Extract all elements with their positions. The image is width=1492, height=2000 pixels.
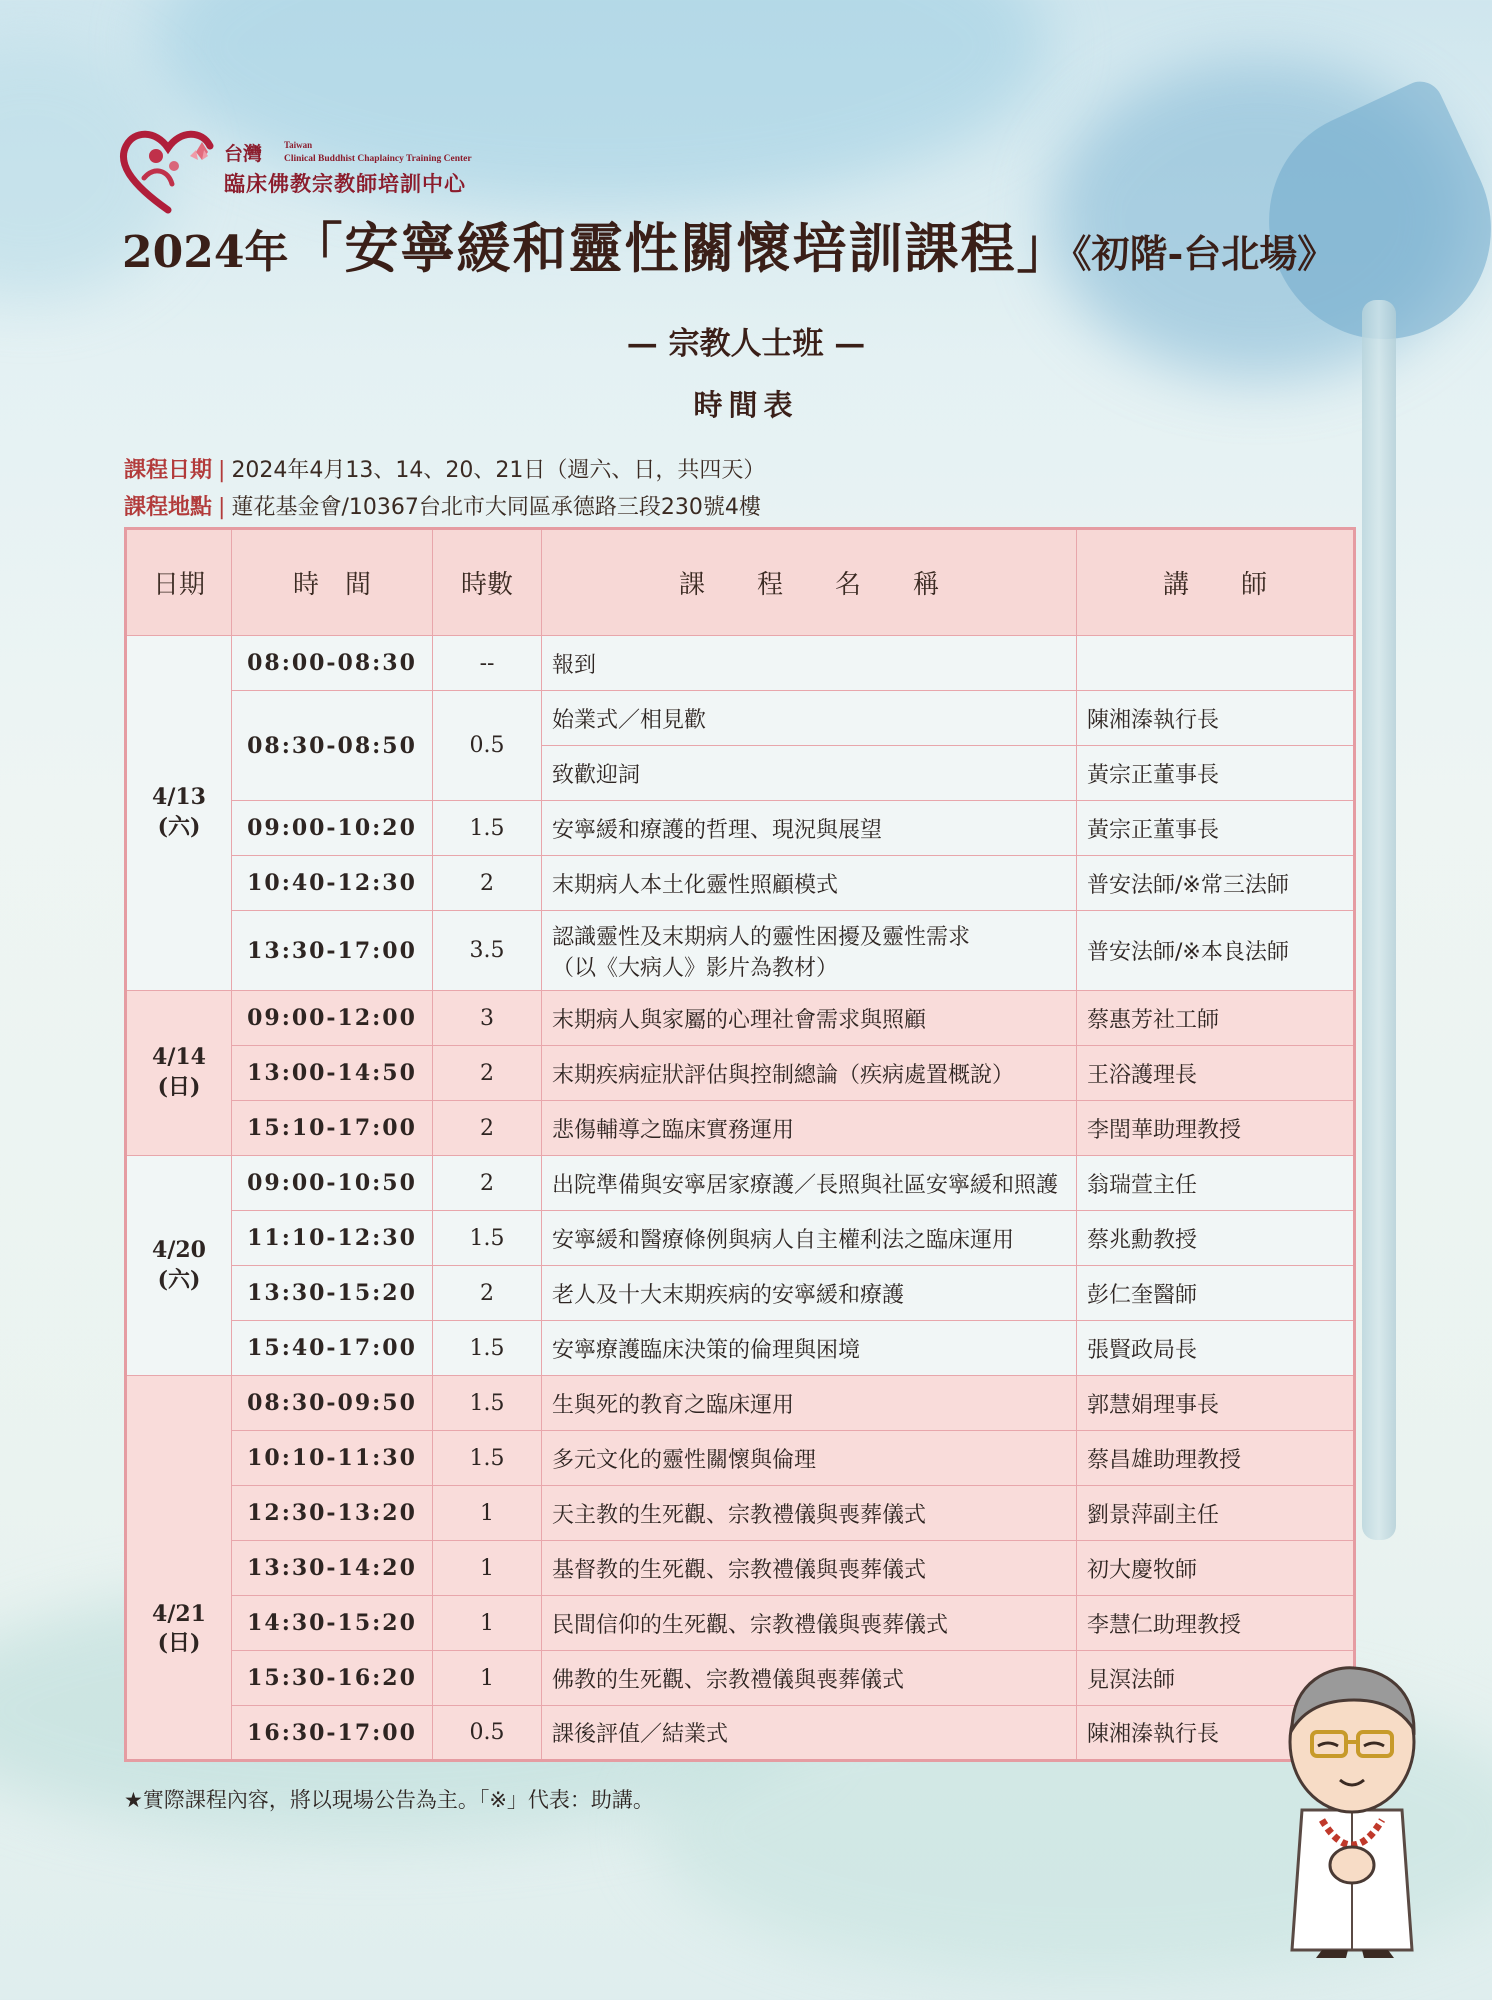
heart-lotus-logo-icon [118,126,218,214]
time-cell: 10:10-11:30 [232,1431,433,1486]
hours-cell: 0.5 [433,691,542,801]
table-header-row [126,529,1355,636]
course-place-label: 課程地點 [124,495,213,520]
date-text: 4/20 [152,1236,206,1263]
time-cell: 15:30-16:20 [232,1651,433,1706]
course-cell: 老人及十大末期疾病的安寧緩和療護 [542,1266,1077,1321]
course-cell: 安寧緩和醫療條例與病人自主權利法之臨床運用 [542,1211,1077,1266]
hours-cell: 1.5 [433,1321,542,1376]
page-title [122,206,1335,283]
hours-cell: 1 [433,1541,542,1596]
hours-cell: 3.5 [433,911,542,991]
time-cell: 09:00-12:00 [232,991,433,1046]
hours-cell: -- [433,636,542,691]
course-cell: 出院準備與安寧居家療護／長照與社區安寧緩和照護 [542,1156,1077,1211]
course-cell: 悲傷輔導之臨床實務運用 [542,1101,1077,1156]
table-row [126,1376,1355,1431]
header-date: 日期 [126,529,232,636]
table-row [126,691,1355,746]
separator: | [218,495,226,520]
course-line-2: （以《大病人》影片為教材） [552,955,839,981]
course-cell: 末期病人與家屬的心理社會需求與照顧 [542,991,1077,1046]
tree-trunk-decoration [1362,300,1396,1540]
title-sub: 《初階-台北場》 [1072,231,1336,276]
hours-cell: 1.5 [433,1431,542,1486]
table-row [126,991,1355,1046]
date-cell [126,1376,232,1761]
table-row [126,1486,1355,1541]
teacher-cell: 陳湘溱執行長 [1077,691,1355,746]
table-row [126,1706,1355,1761]
teacher-cell: 翁瑞萱主任 [1077,1156,1355,1211]
course-cell: 始業式／相見歡 [542,691,1077,746]
time-cell: 13:00-14:50 [232,1046,433,1101]
header-time: 時 間 [232,529,433,636]
time-cell: 08:00-08:30 [232,636,433,691]
weekday-text: (日) [157,1074,201,1100]
teacher-cell: 蔡兆勳教授 [1077,1211,1355,1266]
hours-cell: 2 [433,1046,542,1101]
table-row [126,1211,1355,1266]
time-cell: 15:40-17:00 [232,1321,433,1376]
course-cell: 致歡迎詞 [542,746,1077,801]
table-row [126,801,1355,856]
teacher-cell: 見溟法師 [1077,1651,1355,1706]
date-cell [126,636,232,991]
table-row [126,1101,1355,1156]
teacher-cell: 普安法師/※本良法師 [1077,911,1355,991]
teacher-cell: 黃宗正董事長 [1077,801,1355,856]
table-row [126,1046,1355,1101]
hours-cell: 1.5 [433,1211,542,1266]
hours-cell: 1 [433,1596,542,1651]
time-cell: 08:30-08:50 [232,691,433,801]
table-row [126,1596,1355,1651]
table-row [126,911,1355,991]
course-line-1: 認識靈性及末期病人的靈性困擾及靈性需求 [552,924,971,950]
time-cell: 09:00-10:20 [232,801,433,856]
teacher-cell: 陳湘溱執行長 [1077,1706,1355,1761]
time-cell: 16:30-17:00 [232,1706,433,1761]
course-cell: 民間信仰的生死觀、宗教禮儀與喪葬儀式 [542,1596,1077,1651]
title-year: 2024年 [122,227,289,278]
time-cell: 12:30-13:20 [232,1486,433,1541]
table-row [126,1651,1355,1706]
schedule-heading: 時間表 [693,388,799,422]
time-cell: 11:10-12:30 [232,1211,433,1266]
course-date-value: 2024年4月13、14、20、21日（週六、日，共四天） [231,458,766,483]
org-name-en-country: Taiwan [284,140,313,150]
table-row [126,1431,1355,1486]
separator: | [218,458,226,483]
weekday-text: (六) [157,814,201,840]
course-date-label: 課程日期 [124,458,213,483]
date-text: 4/13 [152,784,206,811]
course-cell: 佛教的生死觀、宗教禮儀與喪葬儀式 [542,1651,1077,1706]
table-row [126,1266,1355,1321]
course-cell: 生與死的教育之臨床運用 [542,1376,1077,1431]
table-row [126,1541,1355,1596]
hours-cell: 3 [433,991,542,1046]
course-cell: 安寧緩和療護的哲理、現況與展望 [542,801,1077,856]
teacher-cell: 郭慧娟理事長 [1077,1376,1355,1431]
table-row [126,636,1355,691]
course-cell: 末期病人本土化靈性照顧模式 [542,856,1077,911]
weekday-text: (日) [157,1630,201,1657]
hours-cell: 1.5 [433,801,542,856]
time-cell: 13:30-17:00 [232,911,433,991]
course-cell: 天主教的生死觀、宗教禮儀與喪葬儀式 [542,1486,1077,1541]
time-cell: 14:30-15:20 [232,1596,433,1651]
time-cell: 10:40-12:30 [232,856,433,911]
course-cell: 基督教的生死觀、宗教禮儀與喪葬儀式 [542,1541,1077,1596]
time-cell: 13:30-15:20 [232,1266,433,1321]
course-cell: 安寧療護臨床決策的倫理與困境 [542,1321,1077,1376]
time-cell: 08:30-09:50 [232,1376,433,1431]
hours-cell: 2 [433,856,542,911]
table-row [126,856,1355,911]
hours-cell: 1.5 [433,1376,542,1431]
table-row [126,1321,1355,1376]
date-cell [126,991,232,1156]
time-cell: 09:00-10:50 [232,1156,433,1211]
course-cell: 報到 [542,636,1077,691]
header-course: 課 程 名 稱 [542,529,1077,636]
monk-chaplain-mascot-icon [1262,1660,1442,1960]
schedule-table [124,527,1356,1762]
teacher-cell: 初大慶牧師 [1077,1541,1355,1596]
course-date-line [124,453,765,484]
org-name-en: Clinical Buddhist Chaplaincy Training Center [284,154,472,164]
class-subtitle: — 宗教人士班 — [626,326,866,362]
teacher-cell: 蔡昌雄助理教授 [1077,1431,1355,1486]
teacher-cell: 王浴護理長 [1077,1046,1355,1101]
teacher-cell: 普安法師/※常三法師 [1077,856,1355,911]
table-row [126,1156,1355,1211]
date-cell [126,1156,232,1376]
hours-cell: 2 [433,1156,542,1211]
header-hours: 時數 [433,529,542,636]
hours-cell: 1 [433,1486,542,1541]
hours-cell: 2 [433,1101,542,1156]
teacher-cell: 劉景萍副主任 [1077,1486,1355,1541]
teacher-cell [1077,636,1355,691]
hours-cell: 2 [433,1266,542,1321]
header-teacher: 講 師 [1077,529,1355,636]
footnote: ★實際課程內容，將以現場公告為主。「※」代表：助講。 [124,1788,654,1812]
course-cell: 課後評值／結業式 [542,1706,1077,1761]
teacher-cell: 張賢政局長 [1077,1321,1355,1376]
weekday-text: (六) [157,1266,201,1293]
teacher-cell: 彭仁奎醫師 [1077,1266,1355,1321]
teacher-cell: 黃宗正董事長 [1077,746,1355,801]
hours-cell: 0.5 [433,1706,542,1761]
time-cell: 13:30-14:20 [232,1541,433,1596]
hours-cell: 1 [433,1651,542,1706]
org-name-zh: 臨床佛教宗教師培訓中心 [224,171,466,196]
course-place-line [124,490,761,521]
teacher-cell: 蔡惠芳社工師 [1077,991,1355,1046]
date-text: 4/21 [152,1600,206,1627]
course-cell: 末期疾病症狀評估與控制總論（疾病處置概說） [542,1046,1077,1101]
course-place-value: 蓮花基金會/10367台北市大同區承德路三段230號4樓 [231,495,761,520]
course-cell [542,911,1077,991]
title-main: 「安寧緩和靈性關懷培訓課程」 [288,216,1073,280]
org-name-tw: 台灣 [224,143,263,165]
course-cell: 多元文化的靈性關懷與倫理 [542,1431,1077,1486]
teacher-cell: 李閏華助理教授 [1077,1101,1355,1156]
date-text: 4/14 [152,1044,206,1071]
teacher-cell: 李慧仁助理教授 [1077,1596,1355,1651]
time-cell: 15:10-17:00 [232,1101,433,1156]
